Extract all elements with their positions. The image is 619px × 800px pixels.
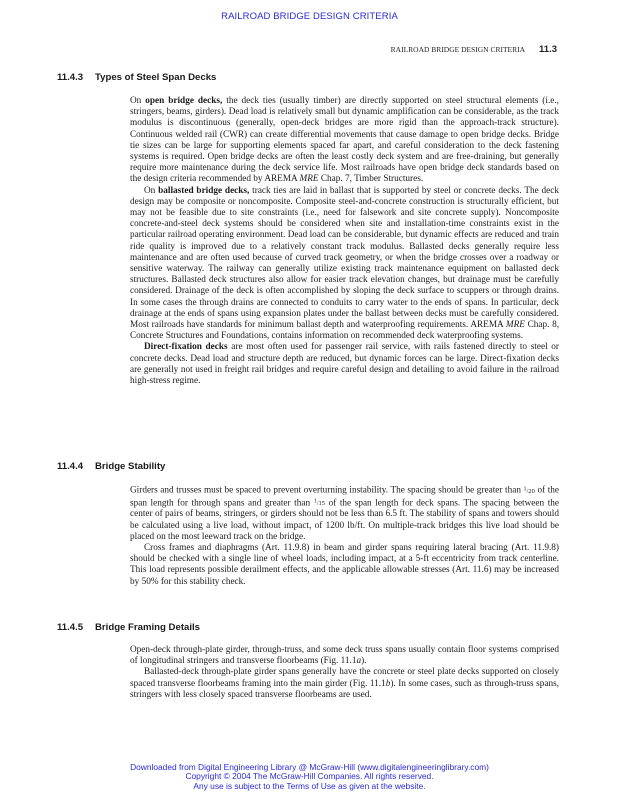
footer-download-link[interactable]: Downloaded from Digital Engineering Library @ McGraw-Hill (www.digitalengineeringlibrary.com) bbox=[130, 761, 489, 772]
section-number: 11.4.3 bbox=[57, 72, 84, 83]
download-banner: RAILROAD BRIDGE DESIGN CRITERIA bbox=[221, 11, 398, 22]
paragraph-direct-fixation: Direct-fixation decks are most often used for passenger rail service, with rails fastened directly to steel or concrete decks. Dead load and structure depth are reduced, but dynamic forces can be large. Direct-fixation decks are generally not used in freight rail bridges and require careful design and detailing to avoid failure in the railroad high-stress regime. bbox=[130, 342, 560, 387]
running-head bbox=[391, 44, 557, 55]
paragraph-ballasted-decks: On ballasted bridge decks, track ties are laid in ballast that is supported by steel or concrete decks. The deck design may be composite or noncomposite. Composite steel-and-concrete construction is structurally efficient, but may not be feasible due to site constraints (i.e., need for falsework and site concrete supply). Noncomposite concrete-and-steel deck systems should be considered when site and installation-time constraints exist in the particular railroad operating environment. Dead load can be considerable, but dynamic effects are reduced and train ride quality is improved due to a relatively constant track modulus. Ballasted decks generally require less maintenance and are often used because of curved track geometry, or when the bridge crosses over a roadway or sensitive waterway. The railway can generally utilize existing track maintenance equipment on ballasted deck structures. Ballasted deck structures also allow for easier track elevation changes, but drainage must be carefully considered. Drainage of the deck is often accomplished by sloping the deck surface to scuppers or through drains. In some cases the through drains are connected to conduits to carry water to the ends of spans. In particular, deck drainage at the ends of spans using expansion plates under the ballast between decks must be carefully considered. Most railroads have standards for minimum ballast depth and waterproofing requirements. AREMA MRE Chap. 8, Concrete Structures and Foundations, contains information on recommended deck waterproofing systems. bbox=[130, 185, 560, 342]
page-number: 11.3 bbox=[539, 44, 557, 55]
section-heading-deck-types bbox=[57, 72, 216, 83]
paragraph-open-decks: On open bridge decks, the deck ties (usually timber) are directly supported on steel structural elements (i.e., stringers, beams, girders). Dead load is relatively small but dynamic amplification can be considerable, as the track modulus is discontinuous (generally, open-deck bridges are more rigid than the approach-track structure). Continuous welded rail (CWR) can create differential movements that cause damage to open bridge decks. Bridge tie sizes can be large for supporting elements spaced far apart, and careful consideration to the deck fastening systems is required. Open bridge decks are often the least costly deck system and are free-draining, but generally require more maintenance during the deck service life. Most railroads have open bridge deck standards based on the design criteria recommended by AREMA MRE Chap. 7, Timber Structures. bbox=[130, 96, 559, 185]
running-head-title: RAILROAD BRIDGE DESIGN CRITERIA bbox=[390, 45, 526, 54]
footer-terms: Any use is subject to the Terms of Use as given at the website. bbox=[193, 780, 426, 791]
paragraph-cross-frames: Cross frames and diaphragms (Art. 11.9.8) in beam and girder spans requiring lateral bracing (Art. 11.9.8) should be checked with a single line of wheel loads, including impact, at a 5-ft eccentricity from track centerline. This load represents possible derailment effects, and the applicable allowable stresses (Art. 11.6) may be increased by 50% for this stability check. bbox=[130, 543, 559, 587]
section-number: 11.4.5 bbox=[57, 622, 84, 633]
section-heading-stability bbox=[57, 461, 165, 472]
section-body-framing bbox=[130, 645, 559, 701]
section-title: Types of Steel Span Decks bbox=[95, 72, 217, 83]
section-number: 11.4.4 bbox=[57, 461, 84, 472]
fraction-one-twentieth: $^1$/20 bbox=[523, 486, 535, 495]
paragraph-spacing: Girders and trusses must be spaced to prevent overturning instability. The spacing should be greater than $^1$/20 of the span length for through spans and greater than $^1$/15 of the span length for deck spans. The spacing between the center of pairs of beams, stringers, or girders should not be less than 6.5 ft. The stability of spans and towers should be calculated using a live load, without impact, of 1200 lb/ft. On multiple-track bridges this live load should be placed on the most leeward track on the bridge. bbox=[130, 485, 560, 542]
paragraph-ballasted-deck-framing: Ballasted-deck through-plate girder spans generally have the concrete or steel plate decks supported on closely spaced transverse floorbeams framing into the main girder (Fig. 11.1b). In some cases, such as through-truss spans, stringers with less closely spaced transverse floorbeams are used. bbox=[130, 667, 560, 700]
download-footer bbox=[0, 763, 619, 791]
section-body-stability bbox=[130, 484, 559, 588]
term-direct-fixation: Direct-fixation decks bbox=[144, 342, 228, 353]
footer-copyright: Copyright © 2004 The McGraw-Hill Companies. All rights reserved. bbox=[185, 771, 434, 782]
section-title: Bridge Framing Details bbox=[95, 622, 201, 633]
section-title: Bridge Stability bbox=[95, 461, 166, 472]
term-ballasted-bridge-decks: ballasted bridge decks, bbox=[158, 185, 250, 196]
section-body-deck-types bbox=[130, 96, 559, 387]
fraction-one-fifteenth: $^1$/15 bbox=[313, 498, 325, 508]
term-open-bridge-decks: open bridge decks, bbox=[145, 96, 223, 106]
section-heading-framing bbox=[57, 622, 200, 633]
paragraph-open-deck-framing: Open-deck through-plate girder, through-truss, and some deck truss spans usually contain floor systems comprised of longitudinal stringers and transverse floorbeams (Fig. 11.1a). bbox=[130, 645, 559, 667]
